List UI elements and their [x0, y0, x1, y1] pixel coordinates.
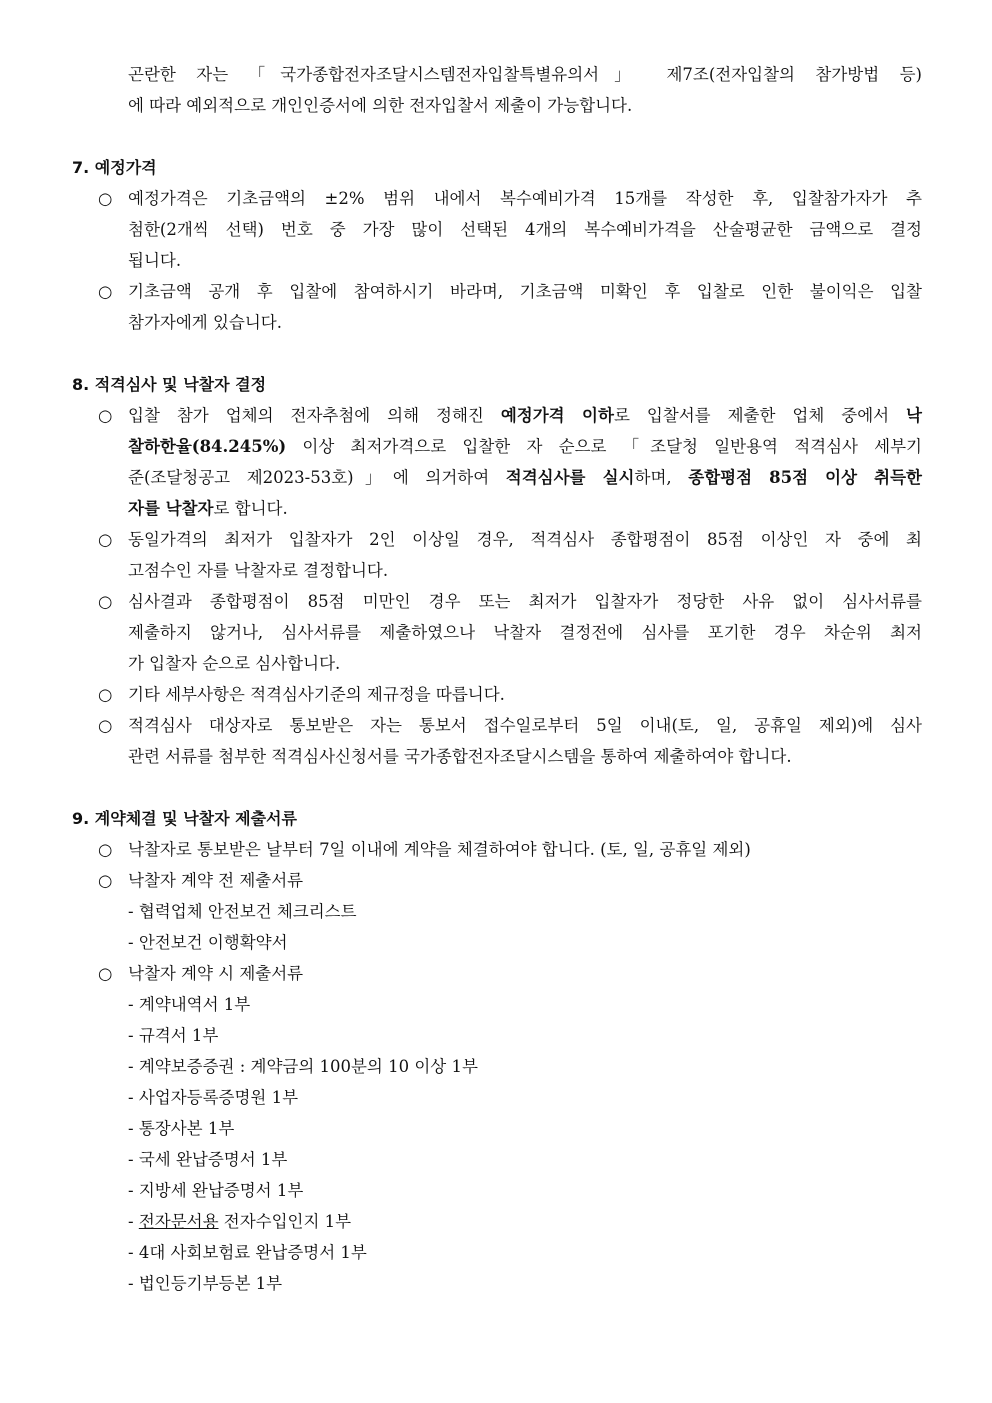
s8-bullet-5-line-1: ○ 적격심사 대상자로 통보받은 자는 통보서 접수일로부터 5일 이내(토, 일, 공휴일 제외)에 심사 [98, 716, 922, 735]
s9-bullet-2: ○ 낙찰자 계약 전 제출서류 [98, 871, 304, 890]
s8-bullet-1-line-3: 준(조달청공고 제2023-53호)」에 의거하여 적격심사를 실시하며, 종합평점 85점 이상 취득한 [128, 468, 922, 487]
list-item: - 규격서 1부 [128, 1026, 219, 1045]
s8-bullet-3-line-2: 제출하지 않거나, 심사서류를 제출하였으나 낙찰자 결정전에 심사를 포기한 경우 차순위 최저 [128, 623, 922, 642]
bullet-circle-icon: ○ [98, 685, 113, 704]
list-item: - 계약내역서 1부 [128, 995, 251, 1014]
bullet-circle-icon: ○ [98, 840, 113, 859]
bullet-circle-icon: ○ [98, 189, 113, 208]
bullet-circle-icon: ○ [98, 964, 113, 983]
section-9-heading: 9. 계약체결 및 낙찰자 제출서류 [72, 809, 297, 828]
intro-line-2: 에 따라 예외적으로 개인인증서에 의한 전자입찰서 제출이 가능합니다. [128, 96, 633, 115]
s7-bullet-1-line-3: 됩니다. [128, 251, 182, 270]
s8-bullet-3-line-1: ○ 심사결과 종합평점이 85점 미만인 경우 또는 최저가 입찰자가 정당한 사유 없이 심사서류를 [98, 592, 922, 611]
list-item: - 통장사본 1부 [128, 1119, 235, 1138]
list-item: - 지방세 완납증명서 1부 [128, 1181, 304, 1200]
bullet-circle-icon: ○ [98, 282, 113, 301]
s8-bullet-1-line-1: ○ 입찰 참가 업체의 전자추첨에 의해 정해진 예정가격 이하로 입찰서를 제출한 업체 중에서 낙 [98, 406, 922, 425]
s8-bullet-3-line-3: 가 입찰자 순으로 심사합니다. [128, 654, 341, 673]
list-item: - 사업자등록증명원 1부 [128, 1088, 299, 1107]
bullet-circle-icon: ○ [98, 716, 113, 735]
s9-bullet-3: ○ 낙찰자 계약 시 제출서류 [98, 964, 304, 983]
s8-bullet-4: ○ 기타 세부사항은 적격심사기준의 제규정을 따릅니다. [98, 685, 505, 704]
bullet-circle-icon: ○ [98, 530, 113, 549]
bullet-circle-icon: ○ [98, 592, 113, 611]
list-item: - 계약보증증권 : 계약금의 100분의 10 이상 1부 [128, 1057, 478, 1076]
section-7-heading: 7. 예정가격 [72, 158, 157, 177]
intro-line-1: 곤란한 자는 「국가종합전자조달시스템전자입찰특별유의서」 제7조(전자입찰의 참가방법 등) [128, 65, 922, 84]
list-item: - 법인등기부등본 1부 [128, 1274, 283, 1293]
s7-bullet-2-line-1: ○ 기초금액 공개 후 입찰에 참여하시기 바라며, 기초금액 미확인 후 입찰로 인한 불이익은 입찰 [98, 282, 922, 301]
s8-bullet-2-line-1: ○ 동일가격의 최저가 입찰자가 2인 이상일 경우, 적격심사 종합평점이 85점 이상인 자 중에 최 [98, 530, 922, 549]
list-item: - 안전보건 이행확약서 [128, 933, 288, 952]
section-8-heading: 8. 적격심사 및 낙찰자 결정 [72, 375, 267, 394]
bullet-circle-icon: ○ [98, 871, 113, 890]
s9-bullet-1: ○ 낙찰자로 통보받은 날부터 7일 이내에 계약을 체결하여야 합니다. (토, 일, 공휴일 제외) [98, 840, 751, 859]
s8-bullet-2-line-2: 고점수인 자를 낙찰자로 결정합니다. [128, 561, 389, 580]
list-item: - 협력업체 안전보건 체크리스트 [128, 902, 357, 921]
list-item: - 국세 완납증명서 1부 [128, 1150, 288, 1169]
s8-bullet-1-line-2: 찰하한율(84.245%) 이상 최저가격으로 입찰한 자 순으로 「조달청 일반용역 적격심사 세부기 [128, 437, 922, 456]
s7-bullet-1-line-1: ○ 예정가격은 기초금액의 ±2% 범위 내에서 복수예비가격 15개를 작성한 후, 입찰참가자가 추 [98, 189, 922, 208]
list-item: - 4대 사회보험료 완납증명서 1부 [128, 1243, 367, 1262]
s8-bullet-5-line-2: 관련 서류를 첨부한 적격심사신청서를 국가종합전자조달시스템을 통하여 제출하여야 합니다. [128, 747, 792, 766]
list-item-revenue-stamp: - 전자문서용 전자수입인지 1부 [128, 1212, 352, 1231]
bullet-circle-icon: ○ [98, 406, 113, 425]
s7-bullet-2-line-2: 참가자에게 있습니다. [128, 313, 282, 332]
s8-bullet-1-line-4: 자를 낙찰자로 합니다. [128, 499, 288, 518]
s7-bullet-1-line-2: 첨한(2개씩 선택) 번호 중 가장 많이 선택된 4개의 복수예비가격을 산술평균한 금액으로 결정 [128, 220, 922, 239]
